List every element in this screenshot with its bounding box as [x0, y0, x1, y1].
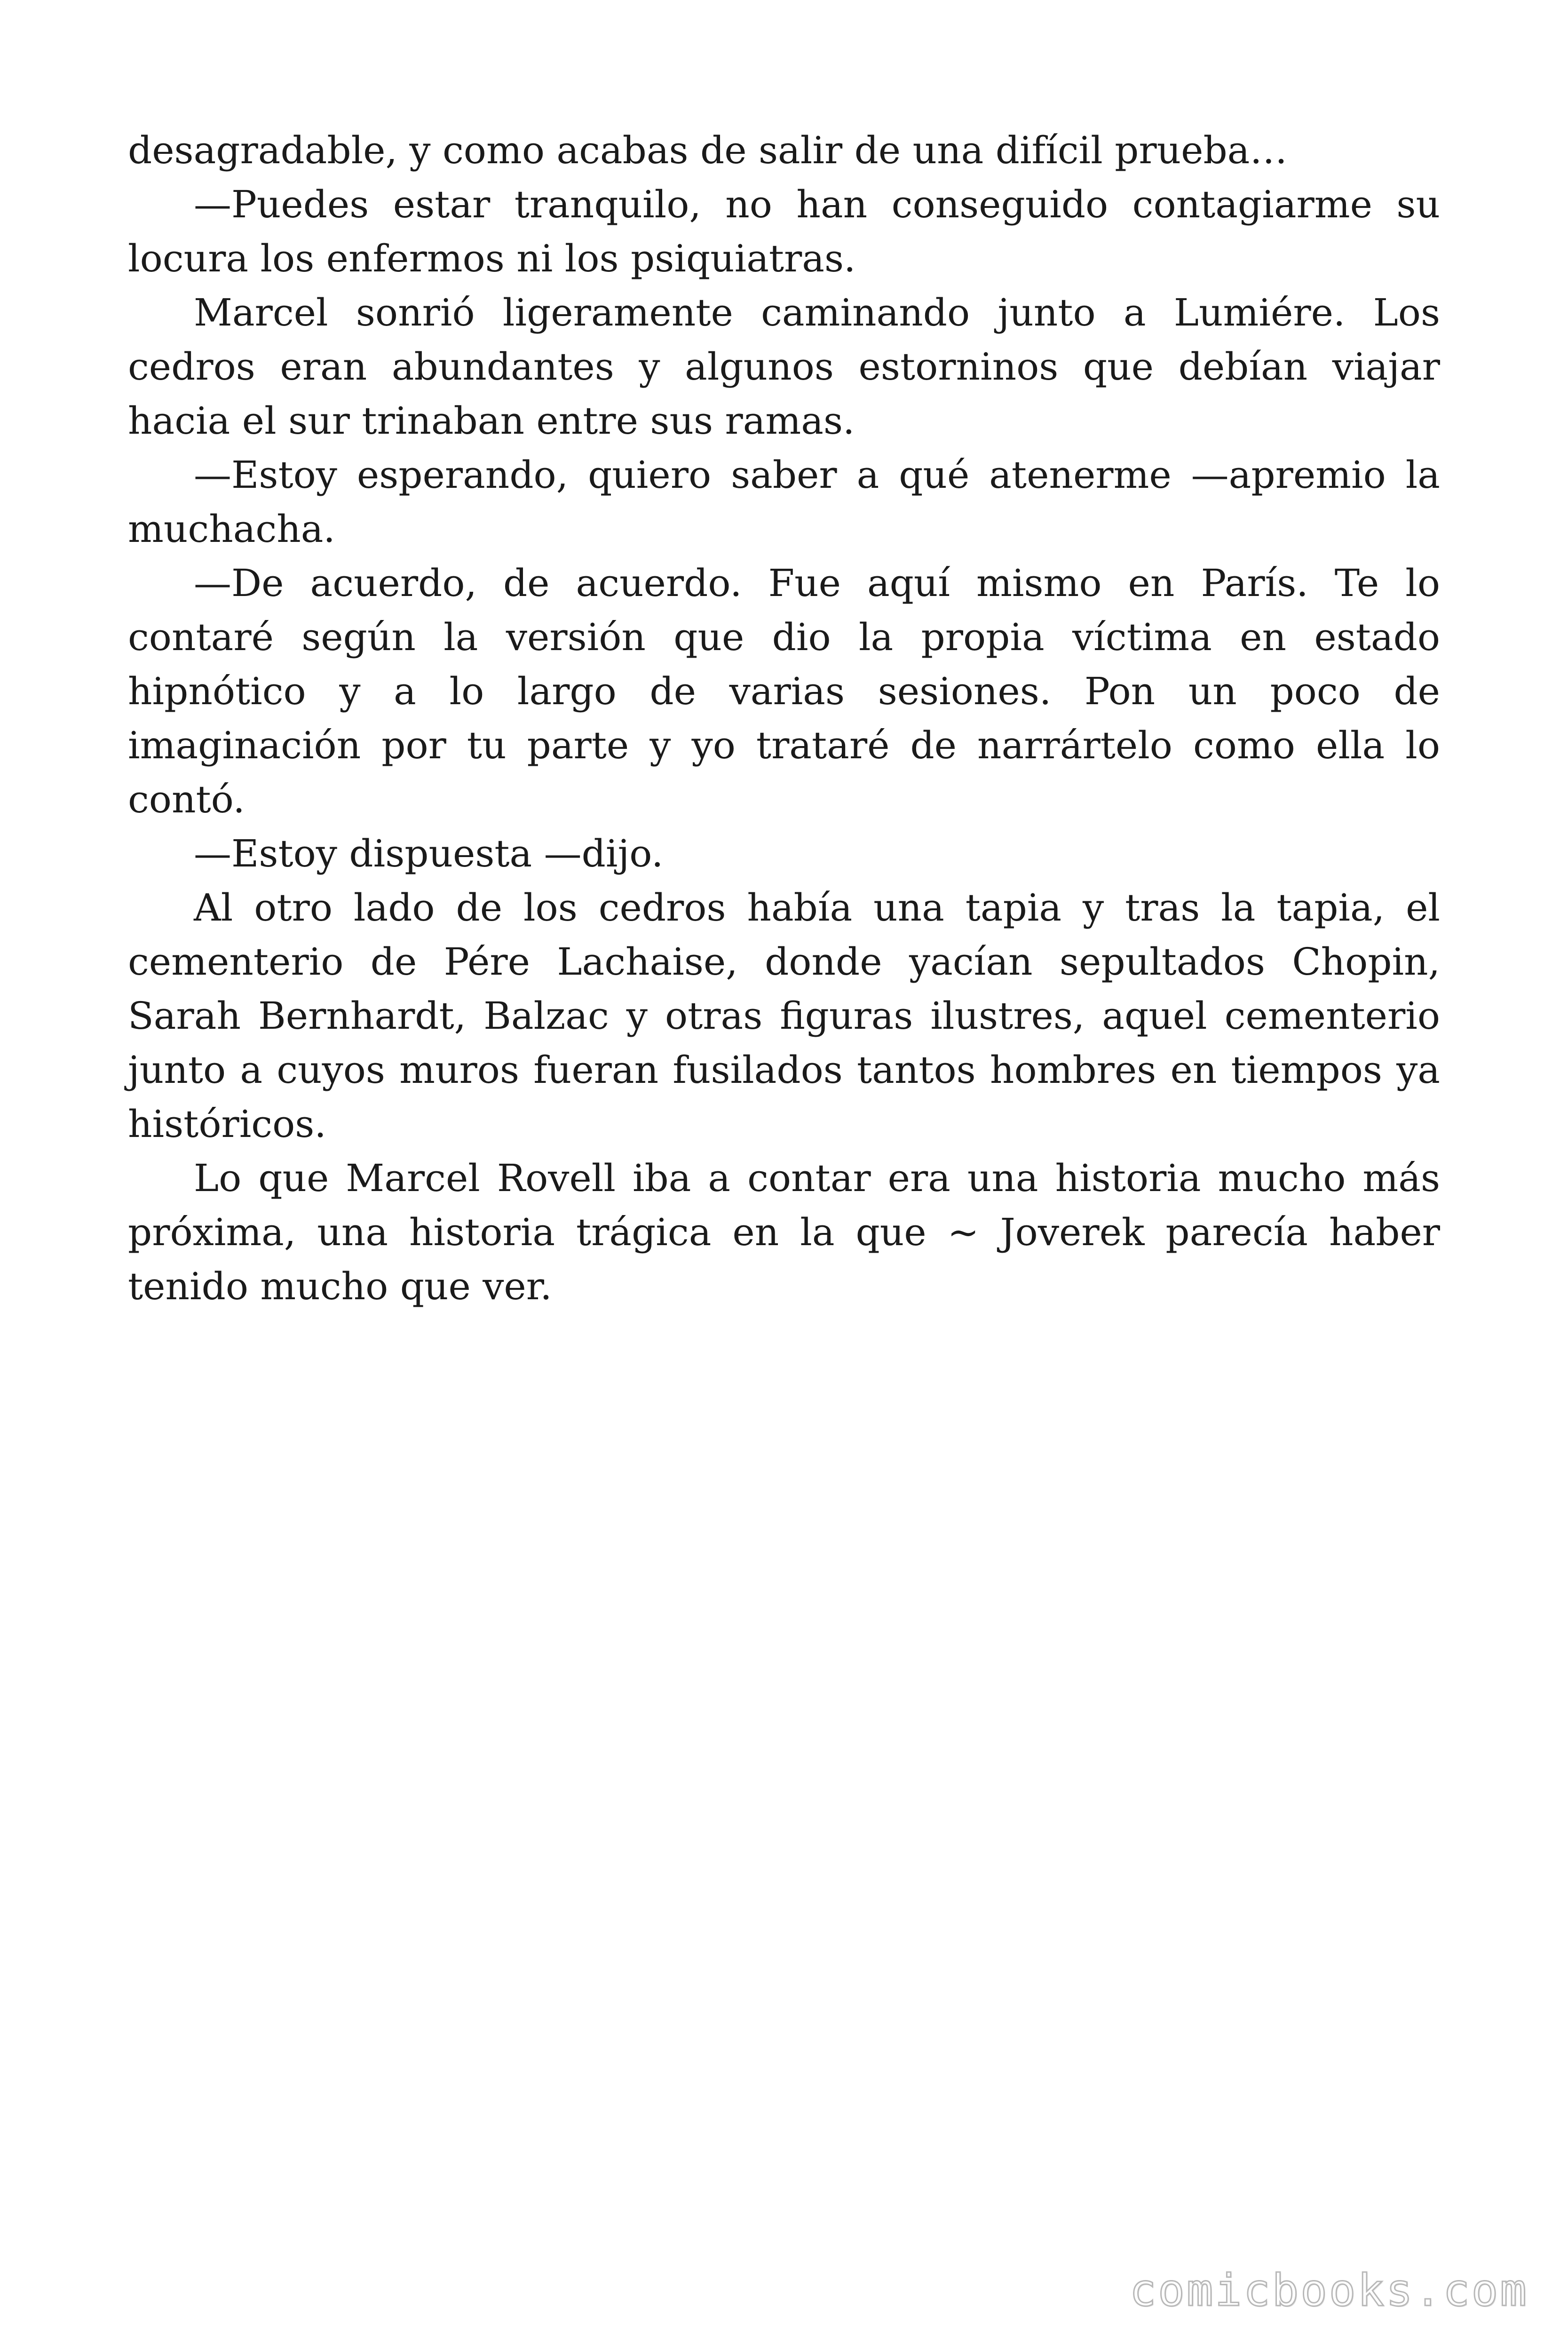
paragraph-6: —Estoy dispuesta —dijo. — [194, 832, 664, 875]
paragraph-7: Al otro lado de los cedros había una tapia y tras la tapia, el cementerio de Pére Lachaise, donde yacían sepultados Chopin, Sarah Bernhardt, Balzac y otras figuras ilustres, aquel cementerio junto a cuyos muros fueran fusilados tantos hombres en tiempos ya históricos. — [128, 886, 1440, 1146]
paragraph-5: —De acuerdo, de acuerdo. Fue aquí mismo en París. Te lo contaré según la versión que dio la propia víctima en estado hipnótico y a lo largo de varias sesiones. Pon un poco de imaginación por tu parte y yo trataré de narrártelo como ella lo contó. — [128, 561, 1440, 821]
paragraph-2: —Puedes estar tranquilo, no han conseguido contagiarme su locura los enfermos ni los psiquiatras. — [128, 183, 1440, 280]
paragraph-1: desagradable, y como acabas de salir de una difícil prueba… — [128, 128, 1288, 172]
paragraph-4: —Estoy esperando, quiero saber a qué atenerme —apremio la muchacha. — [128, 453, 1440, 551]
body-text — [128, 123, 1440, 1313]
watermark: comicbooks.com — [1129, 2265, 1528, 2316]
paragraph-3: Marcel sonrió ligeramente caminando junto a Lumiére. Los cedros eran abundantes y algunos estorninos que debían viajar hacia el sur trinaban entre sus ramas. — [128, 291, 1440, 443]
paragraph-8: Lo que Marcel Rovell iba a contar era una historia mucho más próxima, una historia trágica en la que ~ Joverek parecía haber tenido mucho que ver. — [128, 1156, 1440, 1308]
